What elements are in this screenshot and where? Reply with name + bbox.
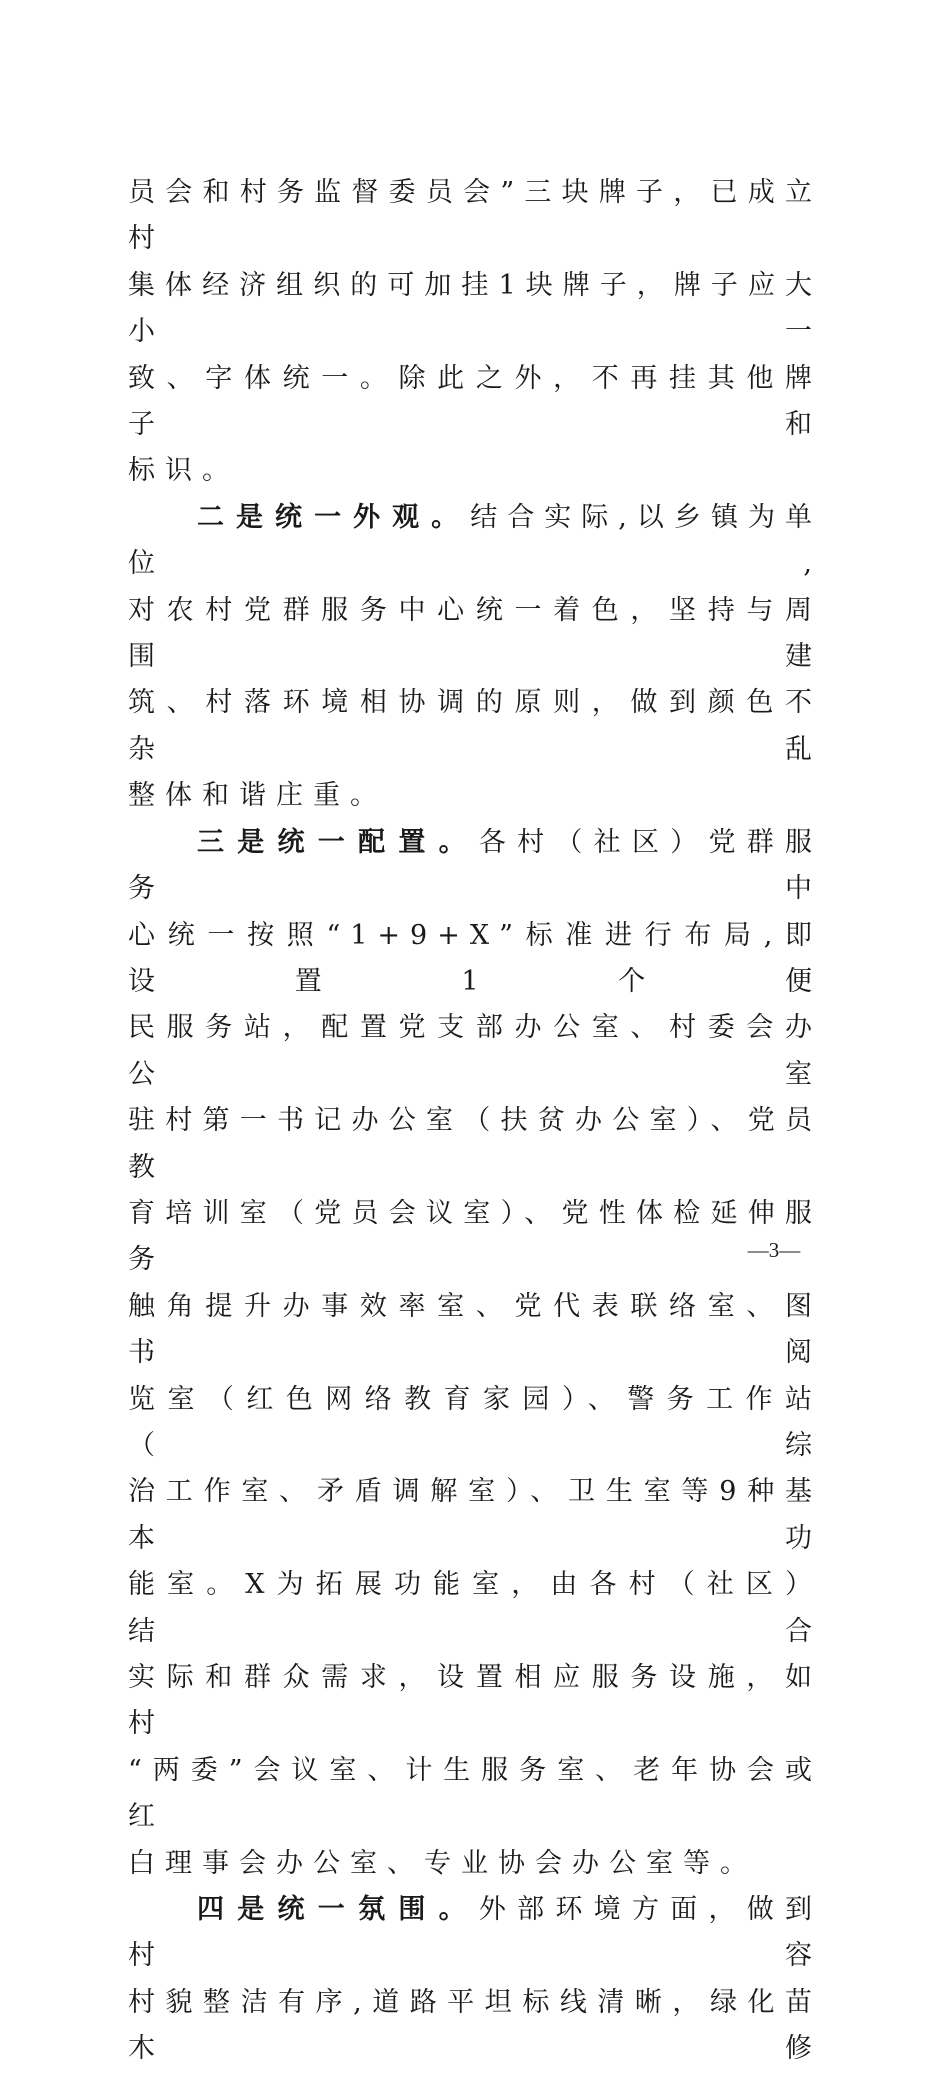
paragraph-first-line [128, 820, 822, 913]
paragraph-line: 览室（红色网络教育家园）、警务工作站（综 [128, 1383, 822, 1461]
paragraph-line: 能室。X为拓展功能室，由各村（社区）结合 [128, 1569, 822, 1647]
paragraph-line: 育培训室（党员会议室）、党性体检延伸服务 [128, 1197, 822, 1276]
section-heading: 三是统一配置。 [197, 826, 479, 858]
paragraph-line: 村貌整洁有序,道路平坦标线清晰，绿化苗木修 [128, 1986, 822, 2065]
paragraph-first-line [128, 1887, 822, 1980]
paragraph-line: 驻村第一书记办公室（扶贫办公室）、党员教 [128, 1105, 822, 1183]
paragraph-text: 结合实际,以乡镇为单位, [128, 501, 822, 580]
paragraph-text: 各村（社区）党群服务中 [128, 826, 823, 905]
paragraph-text: 外部环境方面，做到村容 [128, 1894, 823, 1972]
paragraph-line: 标识。 [128, 455, 239, 487]
section-heading: 四是统一氛围。 [197, 1894, 479, 1926]
paragraph-line: “两委”会议室、计生服务室、老年协会或红 [128, 1754, 822, 1833]
body-text [128, 170, 822, 2073]
paragraph-line: 致、字体统一。除此之外，不再挂其他牌子和 [128, 362, 822, 441]
paragraph-first-line [128, 495, 822, 588]
paragraph-line: 实际和群众需求，设置相应服务设施，如村 [128, 1662, 822, 1740]
section-heading: 二是统一外观。 [197, 501, 471, 533]
paragraph-line: 民服务站，配置党支部办公室、村委会办公室 [128, 1012, 822, 1090]
paragraph-line: 对农村党群服务中心统一着色，坚持与周围建 [128, 594, 822, 673]
paragraph-line: 触角提升办事效率室、党代表联络室、图书阅 [128, 1290, 822, 1369]
paragraph-line: 白理事会办公室、专业协会办公室等。 [128, 1847, 757, 1879]
paragraph-line: 筑、村落环境相协调的原则，做到颜色不杂乱 [128, 687, 822, 765]
paragraph-line: 整体和谐庄重。 [128, 780, 387, 812]
page-number: —3— [747, 1238, 801, 1262]
paragraph-line: 心统一按照“1+9+X”标准进行布局,即设置1个便 [128, 919, 822, 997]
paragraph: 员会和村务监督委员会”三块牌子，已成立村 [128, 177, 822, 255]
paragraph-line: 治工作室、矛盾调解室）、卫生室等9种基本功 [128, 1476, 822, 1554]
paragraph-line: 集体经济组织的可加挂1块牌子，牌子应大小一 [128, 269, 822, 348]
